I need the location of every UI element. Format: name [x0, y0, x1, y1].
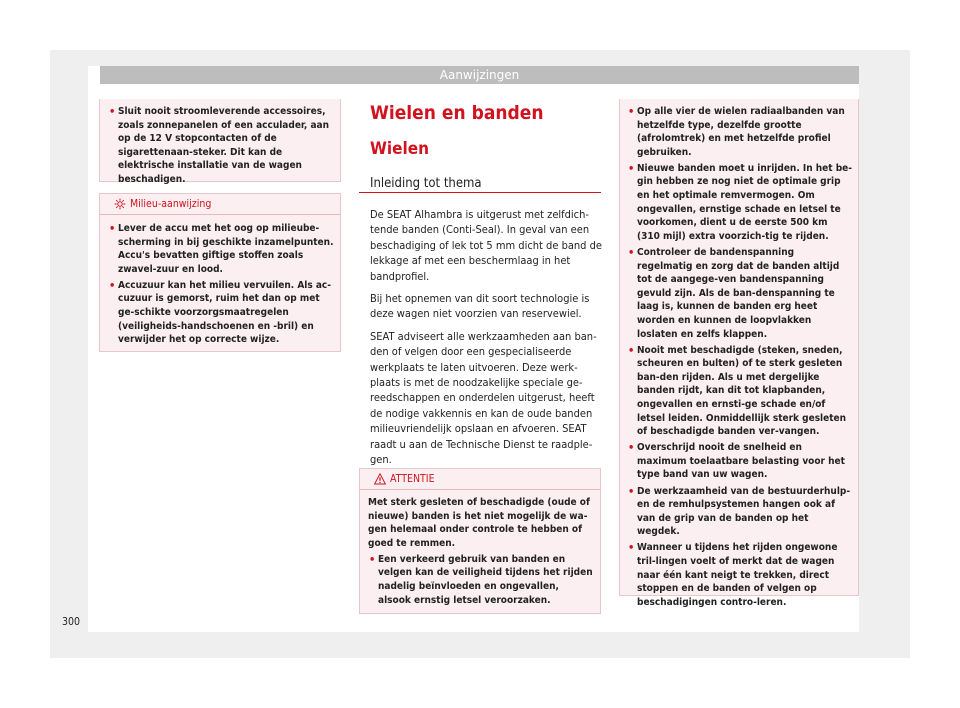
eco-box — [99, 193, 341, 352]
warning-item: • Overschrijd nooit de snelheid en maximum toelaatbare belasting voor het type band van uw wagen. — [627, 441, 852, 482]
chapter-title: Wielen en banden — [370, 102, 544, 124]
paragraph: SEAT adviseert alle werkzaamheden aan ban-den of velgen door een gespecialiseerde werkplaats te laten uitvoeren. Deze werk-plaats is met de noodzakelijke speciale ge-reedschappen en onderdelen uitgerust, heeft de nodige vakkennis en kan de oude banden milieuvriendelijk opslaan en afvoeren. SEAT raadt u aan de Technische Dienst te raadple-gen. — [370, 329, 597, 467]
attention-box-title: ATTENTIE — [390, 473, 435, 485]
warning-icon — [374, 472, 386, 484]
attention-intro: Met sterk gesleten of beschadigde (oude of nieuwe) banden is het niet mogelijk de wa-gen helemaal onder controle te hebben of goed te remmen. — [368, 497, 590, 549]
attention-box-header — [360, 469, 600, 490]
page-number: 300 — [62, 616, 81, 628]
subsection-title: Inleiding tot thema — [370, 176, 482, 191]
notice-item: • Sluit nooit stroomleverende accessoires, zoals zonnepanelen of een acculader, aan op de 12 V stopcontacten of de sigarettenaan-steker. Dit kan de elektrische installatie van de wagen beschadigen. — [108, 105, 334, 187]
leaf-icon — [114, 197, 126, 209]
page-header: Aanwijzingen — [100, 66, 859, 84]
warning-item: • Nooit met beschadigde (steken, sneden, scheuren en bulten) of te sterk gesleten ban-den rijden. Als u met dergelijke banden rijdt, kan dit tot klapbanden, ongevallen en ernsti-ge schade en/of letsel leiden. Onmiddellijk sterk gesleten of beschadigde banden ver-vangen. — [627, 344, 852, 439]
warning-item: • Wanneer u tijdens het rijden ongewone tril-lingen voelt of merkt dat de wagen naar één kant neigt te trekken, direct stoppen en de banden of velgen op beschadigingen contro-leren. — [627, 541, 852, 609]
attention-item: • Een verkeerd gebruik van banden en velgen kan de veiligheid tijdens het rijden nadelig beïnvloeden en ongevallen, alsook ernstig letsel veroorzaken. — [368, 553, 594, 607]
warning-item: • Nieuwe banden moet u inrijden. In het be-gin hebben ze nog niet de optimale grip en het optimale remvermogen. Om ongevallen, ernstige schade en letsel te voorkomen, dient u de eerste 500 km (310 mijl) extra voorzich-tig te rijden. — [627, 162, 852, 244]
warning-item: • De werkzaamheid van de bestuurderhulp-en de remhulpsystemen hangen ook af van de grip van de banden op het wegdek. — [627, 485, 852, 539]
warning-continuation-box — [619, 99, 859, 608]
eco-box-title: Milieu-aanwijzing — [130, 198, 212, 210]
attention-box — [359, 468, 601, 614]
eco-box-header — [100, 194, 340, 215]
section-title: Wielen — [370, 139, 429, 159]
warning-item: • Controleer de bandenspanning regelmatig en zorg dat de banden altijd tot de aangege-ven bandenspanning gevuld zijn. Als de ban-denspanning te laag is, kunnen de banden erg heet worden en kunnen de loopvlakken loslaten en zelfs klappen. — [627, 246, 852, 341]
warning-item: • Op alle vier de wielen radiaalbanden van hetzelfde type, dezelfde grootte (afrolomtrek) en met hetzelfde profiel gebruiken. — [627, 105, 852, 159]
paragraph: Bij het opnemen van dit soort technologie is deze wagen niet voorzien van reservewiel. — [370, 292, 590, 321]
heading-rule — [359, 192, 601, 193]
notice-box — [99, 99, 341, 185]
paragraph: De SEAT Alhambra is uitgerust met zelfdich-tende banden (Conti-Seal). In geval van een beschadiging of lek tot 5 mm dicht de band de lekkage af met een beschermlaag in het bandprofiel. — [370, 208, 602, 283]
body-text — [370, 207, 602, 475]
eco-item: • Accuzuur kan het milieu vervuilen. Als ac-cuzuur is gemorst, ruim het dan op met ge-schikte voorzorgsmaatregelen (veiligheids-handschoenen en -bril) en verwijder het op correcte wijze. — [108, 279, 334, 347]
eco-item: • Lever de accu met het oog op milieube-scherming in bij geschikte inzamelpunten. Accu's bevatten giftige stoffen zoals zwavel-zuur en lood. — [108, 222, 334, 276]
